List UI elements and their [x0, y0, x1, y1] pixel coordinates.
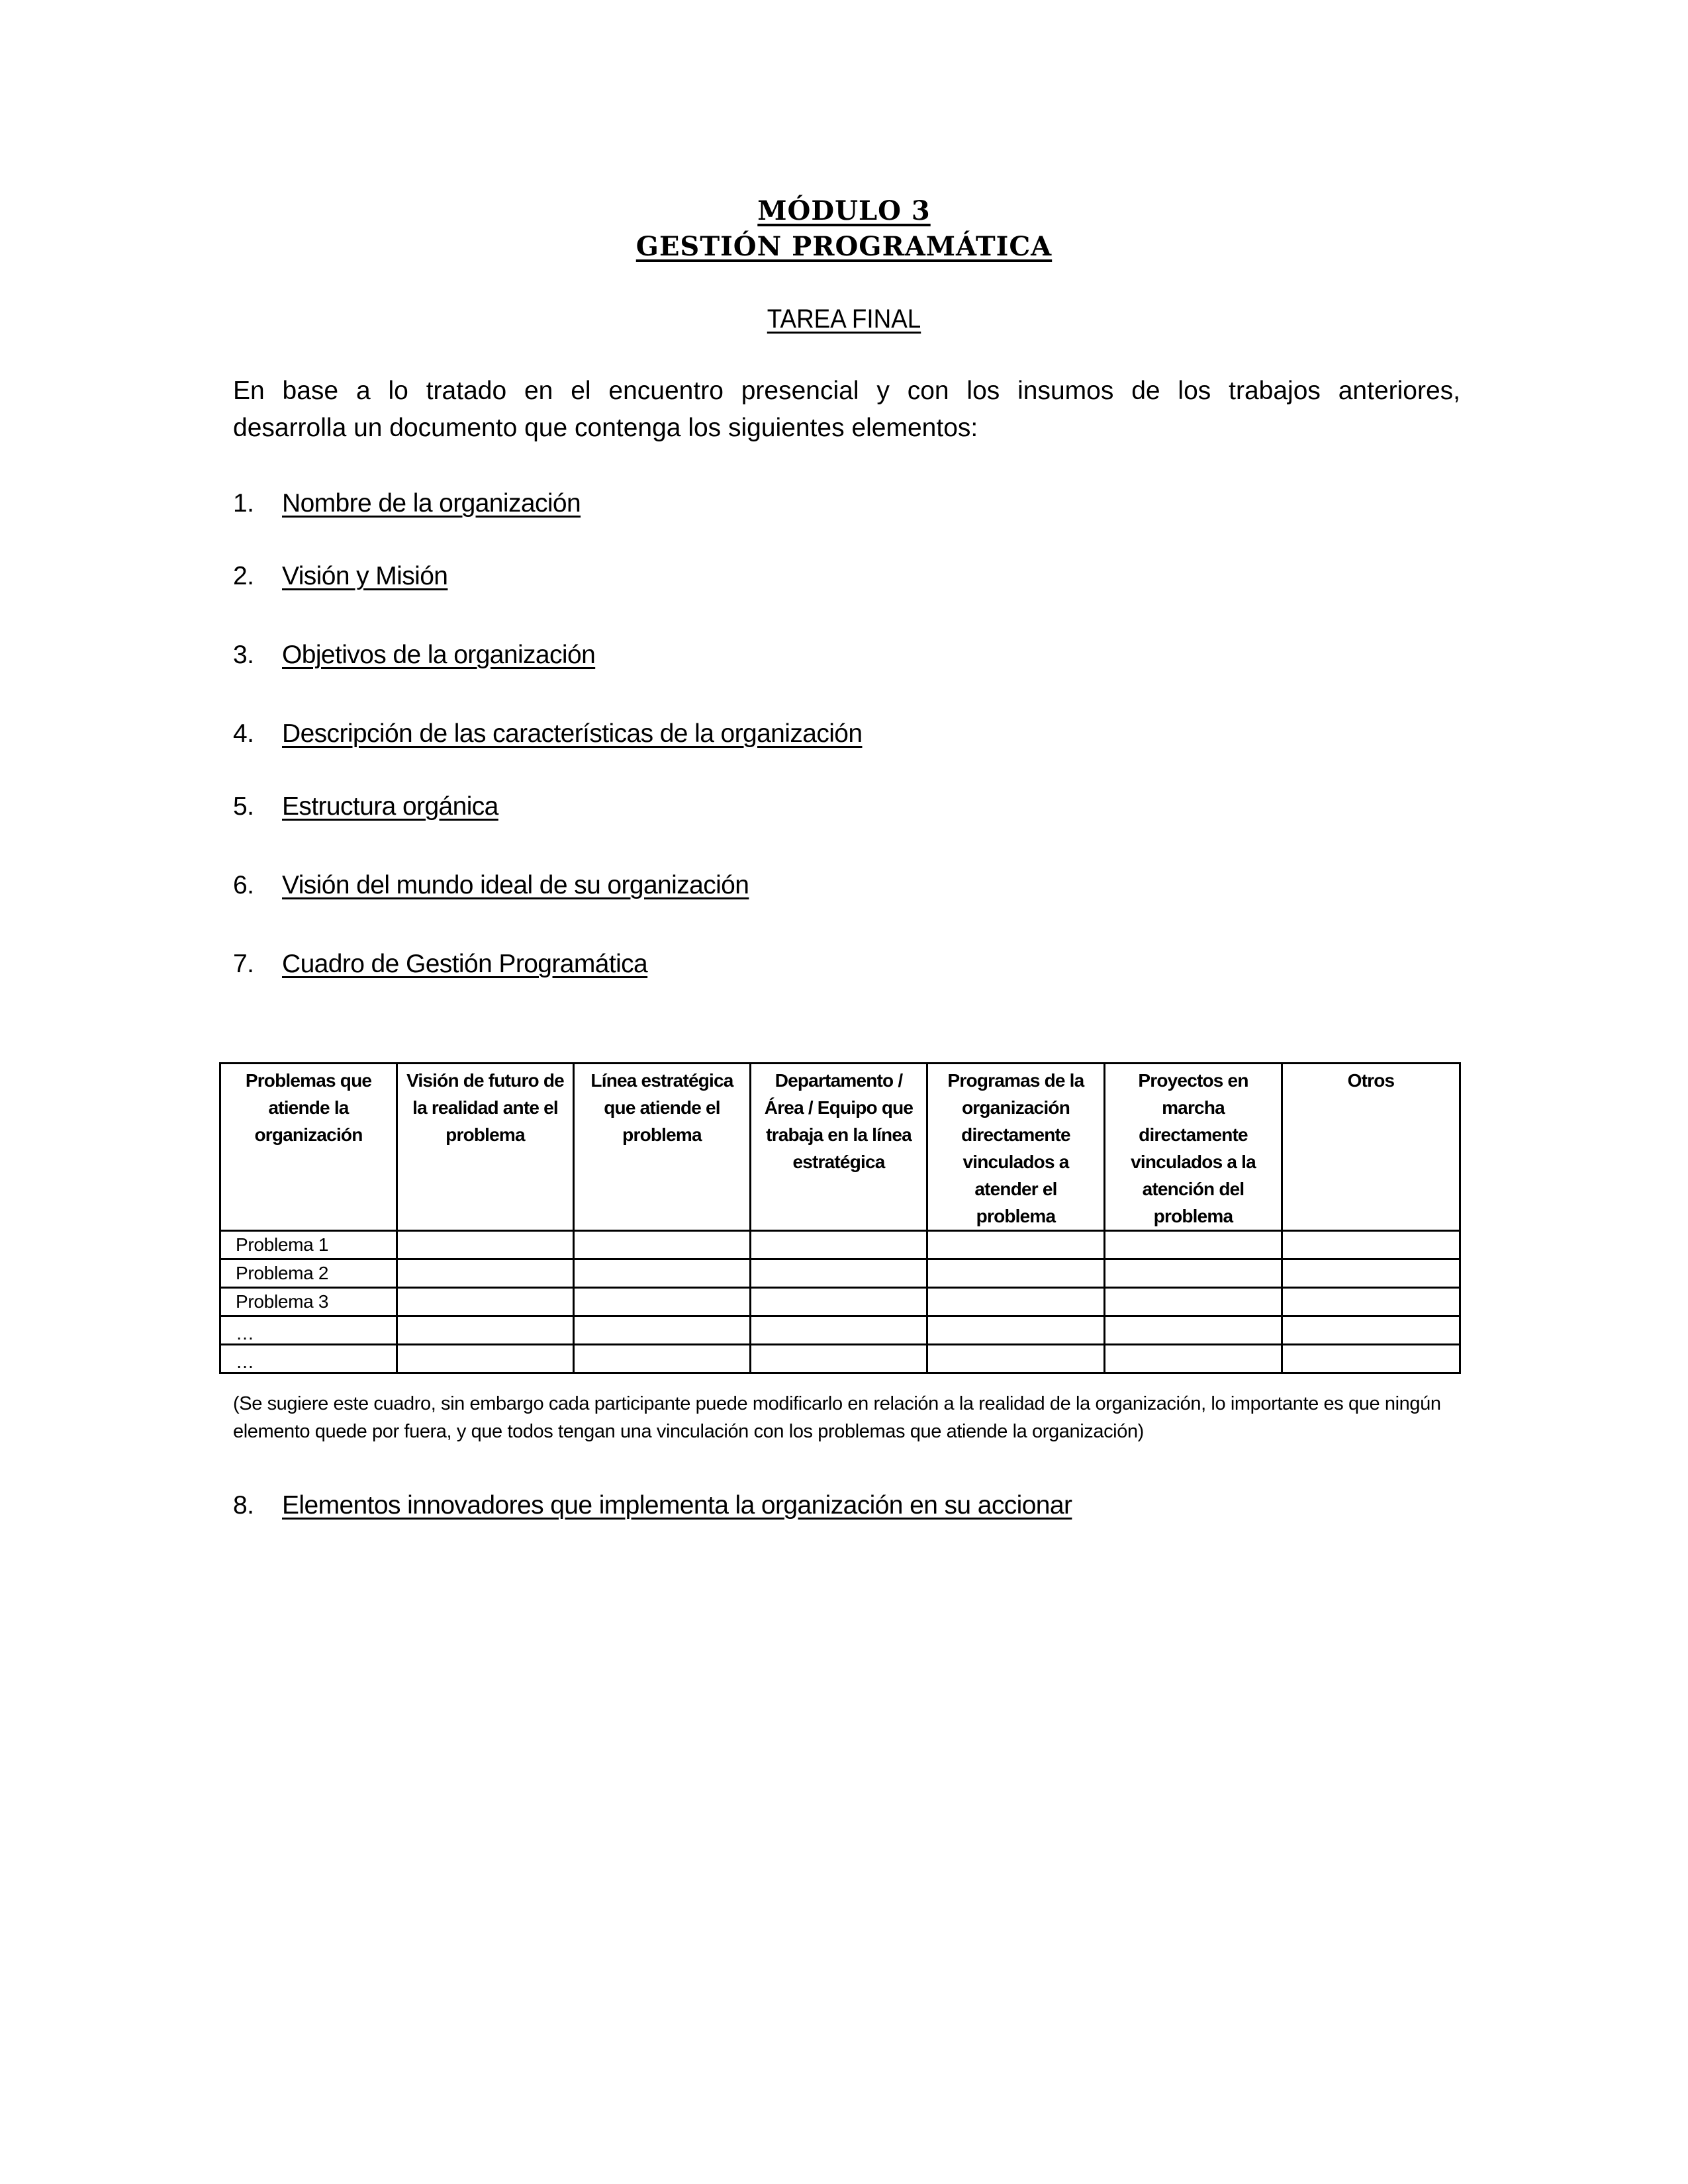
- intro-paragraph: [233, 373, 1460, 447]
- table-cell: [1105, 1316, 1282, 1345]
- table-cell: [1282, 1316, 1460, 1345]
- list-item-number: 2.: [233, 562, 254, 590]
- table-cell: [1105, 1345, 1282, 1373]
- table-cell: [574, 1288, 751, 1316]
- table-cell: [751, 1316, 927, 1345]
- list-item-number: 7.: [233, 950, 254, 978]
- table-cell: Problema 3: [220, 1288, 397, 1316]
- table-cell: …: [220, 1316, 397, 1345]
- table-cell: [1282, 1259, 1460, 1288]
- table-cell: [1105, 1259, 1282, 1288]
- header-strategic-line: Línea estratégica que atiende el problema: [574, 1064, 751, 1231]
- table-cell: [574, 1316, 751, 1345]
- table-cell: [1282, 1231, 1460, 1259]
- task-heading-text: TAREA FINAL: [767, 304, 921, 334]
- table-cell: [1105, 1231, 1282, 1259]
- list-item-label: Nombre de la organización: [282, 489, 581, 518]
- table-cell: [397, 1316, 574, 1345]
- table-cell: [397, 1288, 574, 1316]
- table-cell: Problema 2: [220, 1259, 397, 1288]
- table-cell: [397, 1231, 574, 1259]
- table-header-row: [220, 1064, 1460, 1231]
- table-row: [220, 1345, 1460, 1373]
- table-cell: …: [220, 1345, 397, 1373]
- table-cell: [751, 1288, 927, 1316]
- header-projects: Proyectos en marcha directamente vinculados a la atención del problema: [1105, 1064, 1282, 1231]
- task-heading: [68, 301, 1620, 337]
- header-department: Departamento / Área / Equipo que trabaja en la línea estratégica: [751, 1064, 927, 1231]
- table-cell: [574, 1345, 751, 1373]
- list-item-label: Visión del mundo ideal de su organización: [282, 871, 749, 899]
- list-item-label: Descripción de las características de la organización: [282, 719, 863, 748]
- header-future-vision: Visión de futuro de la realidad ante el problema: [397, 1064, 574, 1231]
- list-item-number: 4.: [233, 719, 254, 748]
- table-cell: [574, 1259, 751, 1288]
- module-title: [0, 193, 1688, 229]
- header-programs: Programas de la organización directamente vinculados a atender el problema: [927, 1064, 1105, 1231]
- table-cell: [927, 1259, 1105, 1288]
- list-item-number: 8.: [233, 1491, 254, 1520]
- table-cell: [751, 1231, 927, 1259]
- list-item-label: Objetivos de la organización: [282, 641, 596, 669]
- table-cell: Problema 1: [220, 1231, 397, 1259]
- table-row: [220, 1231, 1460, 1259]
- table-cell: [574, 1231, 751, 1259]
- list-item-number: 1.: [233, 489, 254, 518]
- table-row: [220, 1259, 1460, 1288]
- table-cell: [751, 1259, 927, 1288]
- table-cell: [927, 1231, 1105, 1259]
- table-cell: [927, 1288, 1105, 1316]
- header-problems: Problemas que atiende la organización: [220, 1064, 397, 1231]
- table-cell: [927, 1345, 1105, 1373]
- table-cell: [1282, 1345, 1460, 1373]
- table-row: [220, 1316, 1460, 1345]
- table-cell: [397, 1259, 574, 1288]
- program-management-table: [219, 1062, 1461, 1374]
- header-others: Otros: [1282, 1064, 1460, 1231]
- table-cell: [1105, 1288, 1282, 1316]
- module-subject: [0, 229, 1688, 265]
- intro-line-2: desarrolla un documento que contenga los siguientes elementos:: [233, 414, 978, 442]
- list-item-label: Visión y Misión: [282, 562, 448, 590]
- intro-line-1: En base a lo tratado en el encuentro presencial y con los insumos de los trabajos anteriores,: [233, 377, 1460, 405]
- table-row: [220, 1288, 1460, 1316]
- list-item-label: Cuadro de Gestión Programática: [282, 950, 648, 978]
- list-item-number: 5.: [233, 792, 254, 821]
- module-subject-text: GESTIÓN PROGRAMÁTICA: [635, 231, 1053, 262]
- list-item-number: 6.: [233, 871, 254, 899]
- list-item-label: Estructura orgánica: [282, 792, 498, 821]
- table-cell: [927, 1316, 1105, 1345]
- table-note: (Se sugiere este cuadro, sin embargo cada participante puede modificarlo en relación a la realidad de la organización, lo importante es que ningún elemento quede por fuera, y que todos tengan una vinculación con los problemas que atiende la organización): [233, 1393, 1441, 1442]
- table-cell: [397, 1345, 574, 1373]
- table-cell: [751, 1345, 927, 1373]
- list-item-label: Elementos innovadores que implementa la organización en su accionar: [282, 1491, 1072, 1520]
- table-cell: [1282, 1288, 1460, 1316]
- list-item-number: 3.: [233, 641, 254, 669]
- module-title-text: MÓDULO 3: [757, 195, 931, 226]
